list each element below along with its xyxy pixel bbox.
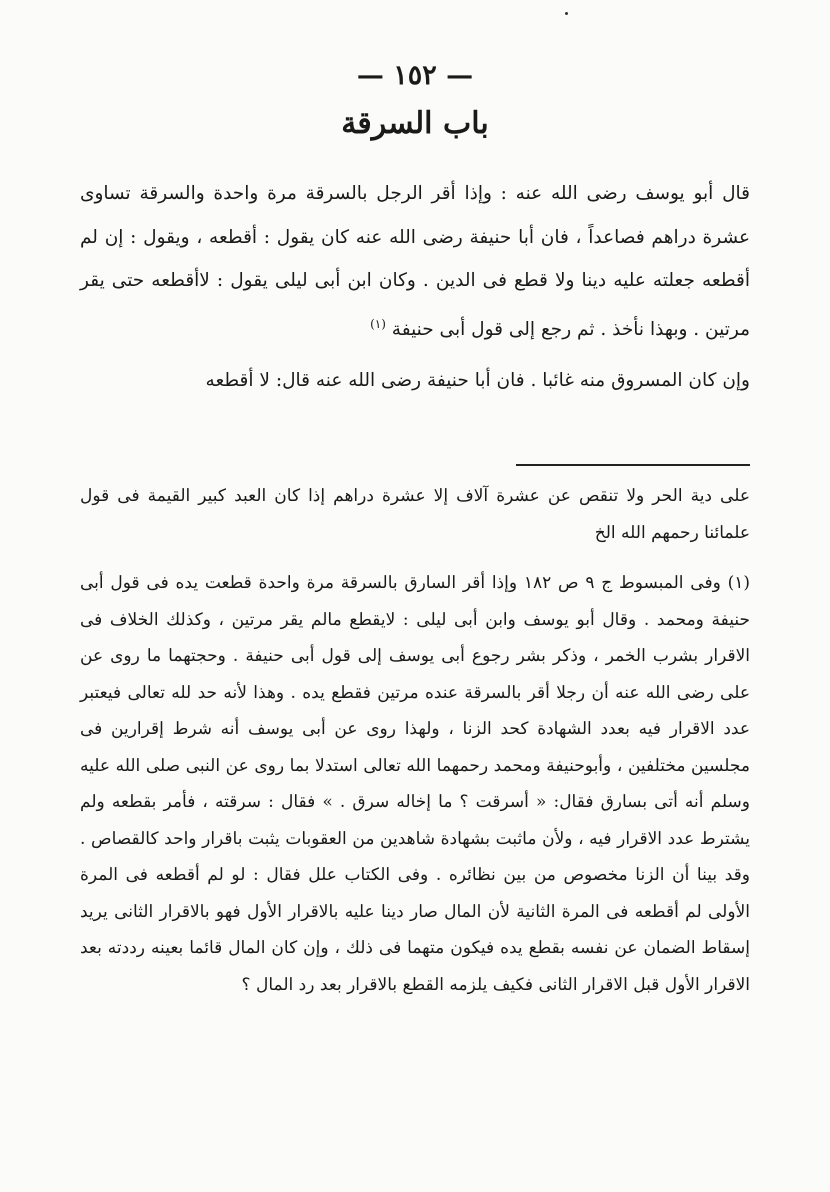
footnote-continued: على دية الحر ولا تنقص عن عشرة آلاف إلا عشرة دراهم إذا كان العبد كبير القيمة فى قول علمائنا رحمهم الله الخ [80,486,750,543]
paragraph-absent-owner: وإن كان المسروق منه غائبا . فان أبا حنيفة رضى الله عنه قال: لا أقطعه [205,370,750,392]
paragraph-theft-confession [80,172,750,351]
footnote-divider [516,464,750,466]
footnotes [80,478,750,1003]
footnote-1: (١) وفى المبسوط ج ٩ ص ١٨٢ وإذا أقر السارق بالسرقة مرة واحدة قطعت يده فى قول أبى حنيفة ومحمد . وقال أبو يوسف وابن أبى ليلى : لايقطع مالم يقر مرتين ، وكذلك الخلاف فى الاقرار بشرب الخمر ، وذكر بشر رجوع أبى يوسف إلى قول أبى حنيفة . وحجتهما ما روى عن على رضى الله عنه أن رجلا أقر بالسرقة عنده مرتين فقطع يده . وهذا لأنه حد لله تعالى فيعتبر عدد الاقرار فيه بعدد الشهادة كحد الزنا ، ولهذا روى عن أبى يوسف أنه شرط إقرارين فى مجلسين مختلفين ، وأبوحنيفة ومحمد رحمهما الله تعالى استدلا بما روى عن النبى صلى الله عليه وسلم أنه أتى بسارق فقال: « أسرقت ؟ ما إخاله سرق . » فقال : سرقته ، فأمر بقطعه ولم يشترط عدد الاقرار فيه ، ولأن ماثبت بشهادة شاهدين من العقوبات يثبت باقرار واحد كالقصاص . وقد بينا أن الزنا مخصوص من بين نظائره . وفى الكتاب علل فقال : لو لم أقطعه فى المرة الأولى لم أقطعه فى المرة الثانية لأن المال صار دينا عليه بالاقرار الأول فهو بالاقرار الثانى يريد إسقاط الضمان عن نفسه بقطع يده فيكون متهما فى ذلك ، وإن كان المال قائما بعينه رددته بعد الاقرار الأول قبل الاقرار الثانى فكيف يلزمه القطع بالاقرار بعد رد المال ؟ [80,573,750,995]
footnote-reference: (١) [370,316,386,331]
paragraph-1-text: قال أبو يوسف رضى الله عنه : وإذا أقر الرجل بالسرقة مرة واحدة والسرقة تساوى عشرة دراهم فصاعداً ، فان أبا حنيفة رضى الله عنه كان يقول : أقطعه ، ويقول : إن لم أقطعه جعلته عليه دينا ولا قطع فى الدين . وكان ابن أبى ليلى يقول : لاأقطعه حتى يقر مرتين . وبهذا نأخذ . ثم رجع إلى قول أبى حنيفة [80,183,750,340]
speck-mark [565,12,568,15]
chapter-title: باب السرقة [341,106,489,141]
page-number: — ١٥٢ — [356,60,474,91]
main-text [80,172,750,403]
